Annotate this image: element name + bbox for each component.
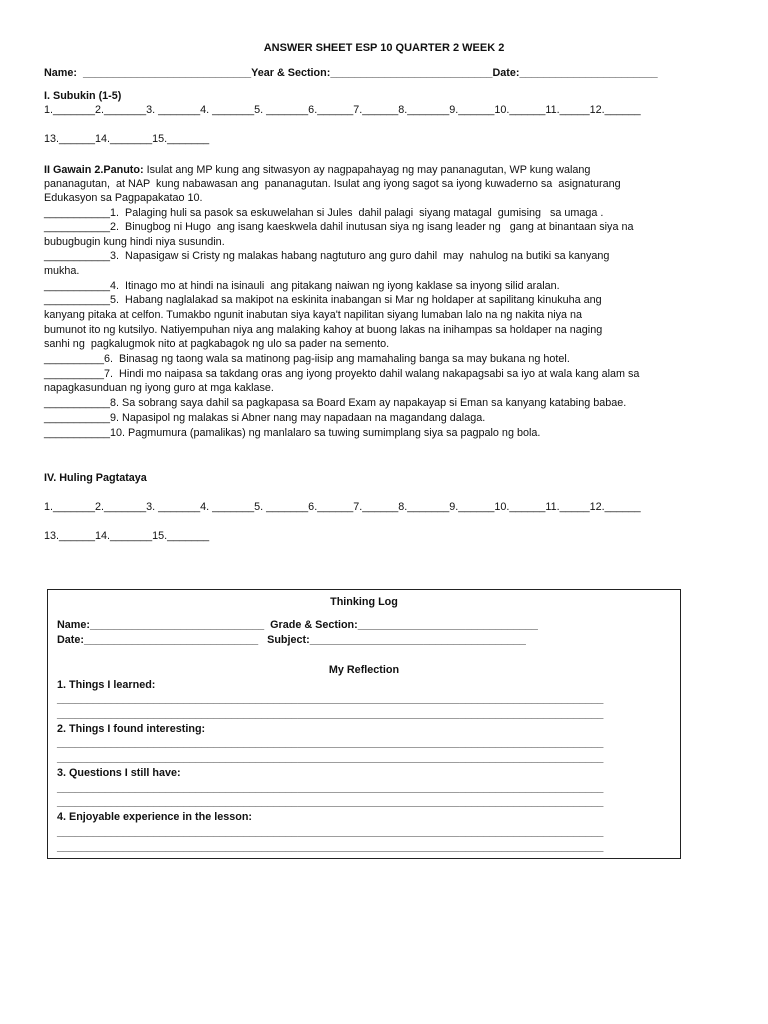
section1-heading: I. Subukin (1-5) — [44, 90, 122, 102]
section2-item-line: ___________9. Napasipol ng malakas si Abner nang may napadaan na magandang dalaga. — [44, 412, 486, 424]
section2-item-line: napagkasunduan ng iyong guro at mga kaklase. — [44, 382, 274, 394]
reflection-blank-line: ___________________________________________________________________________________________ — [57, 841, 604, 853]
section2-item-line: ___________10. Pagmumura (pamalikas) ng manlalaro sa tuwing sumimplang siya sa pagpalo ng bola. — [44, 427, 541, 439]
section2-item-line: kanyang pitaka at celfon. Tumakbo ngunit inabutan siya kaya't napilitan siyang lumaban lalo na ng nakita niya na — [44, 309, 583, 321]
reflection-prompt: 1. Things I learned: — [57, 679, 156, 691]
section1-answer-row-2: 13.______14._______15._______ — [44, 133, 210, 145]
section2-item-line: __________6. Binasag ng taong wala sa matinong pag-iisip ang mamahaling banga sa may bukana ng hotel. — [44, 353, 570, 365]
section2-item-line: bumunot ito ng kutsilyo. Natiyempuhan niya ang malaking kahoy at buong lakas na inihampas sa holdaper na naging — [44, 324, 603, 336]
section2-item-line: mukha. — [44, 265, 80, 277]
section2-item-line: ___________4. Itinago mo at hindi na isinauli ang pitakang naiwan ng iyong kaklase sa inyong silid aralan. — [44, 280, 560, 292]
section2-item-line: ___________8. Sa sobrang saya dahil sa pagkapasa sa Board Exam ay napakayap si Eman sa kanyang katabing babae. — [44, 397, 627, 409]
reflection-blank-line: ___________________________________________________________________________________________ — [57, 782, 604, 794]
reflection-prompt: 2. Things I found interesting: — [57, 723, 206, 735]
thinking-log-box — [47, 589, 681, 859]
section1-answer-row-1: 1._______2._______3. _______4. _______5. _______6.______7.______8._______9.______10.______11._____12.______ — [44, 104, 641, 116]
section2-instruction-line-3: Edukasyon sa Pagpapakatao 10. — [44, 192, 203, 204]
page-title: ANSWER SHEET ESP 10 QUARTER 2 WEEK 2 — [263, 42, 505, 54]
reflection-prompt: 4. Enjoyable experience in the lesson: — [57, 811, 253, 823]
reflection-blank-line: ___________________________________________________________________________________________ — [57, 737, 604, 749]
reflection-blank-line: ___________________________________________________________________________________________ — [57, 796, 604, 808]
section4-answer-row-2: 13.______14._______15._______ — [44, 530, 210, 542]
section2-item-line: ___________3. Napasigaw si Cristy ng malakas habang nagtuturo ang guro dahil may nahulog na butiki sa kanyang — [44, 250, 610, 262]
section2-item-line: bubugbugin kung hindi niya susundin. — [44, 236, 225, 248]
section2-item-line: ___________5. Habang naglalakad sa makipot na eskinita inabangan si Mar ng holdaper at sapilitang kinukuha ang — [44, 294, 602, 306]
reflection-blank-line: ___________________________________________________________________________________________ — [57, 708, 604, 720]
section2-item-line: __________7. Hindi mo naipasa sa takdang oras ang iyong proyekto dahil walang nakapagsabi sa iyo at wala kang alam sa — [44, 368, 640, 380]
reflection-title: My Reflection — [328, 664, 400, 676]
section4-heading: IV. Huling Pagtataya — [44, 472, 147, 484]
section2-instruction-text: Isulat ang MP kung ang sitwasyon ay nagpapahayag ng may pananagutan, WP kung walang — [143, 164, 591, 176]
section2-item-line: ___________2. Binugbog ni Hugo ang isang kaeskwela dahil inutusan siya ng isang leader ng gang at binantaan siya na — [44, 221, 634, 233]
section2-heading: II Gawain 2.Panuto: — [44, 164, 144, 176]
student-info-line: Name: ____________________________Year & Section:___________________________Date:_______________________ — [44, 67, 658, 79]
reflection-prompt: 3. Questions I still have: — [57, 767, 181, 779]
thinking-log-date-line: Date:_____________________________ Subject:____________________________________ — [57, 634, 526, 646]
reflection-blank-line: ___________________________________________________________________________________________ — [57, 752, 604, 764]
section4-answer-row-1: 1._______2._______3. _______4. _______5. _______6.______7.______8._______9.______10.______11._____12.______ — [44, 501, 641, 513]
section2-item-line: sanhi ng pagkalugmok nito at pagkabagok ng ulo sa pader na semento. — [44, 338, 390, 350]
thinking-log-name-line: Name:_____________________________ Grade & Section:______________________________ — [57, 619, 538, 631]
reflection-blank-line: ___________________________________________________________________________________________ — [57, 693, 604, 705]
thinking-log-title: Thinking Log — [330, 596, 398, 608]
section2-instruction-line-2: pananagutan, at NAP kung nabawasan ang pananagutan. Isulat ang iyong sagot sa iyong kuwaderno sa asignaturang — [44, 178, 621, 190]
section2-instruction-line-1 — [44, 163, 590, 177]
section2-item-line: ___________1. Palaging huli sa pasok sa eskuwelahan si Jules dahil palagi siyang matagal gumising sa umaga . — [44, 207, 604, 219]
reflection-blank-line: ___________________________________________________________________________________________ — [57, 826, 604, 838]
